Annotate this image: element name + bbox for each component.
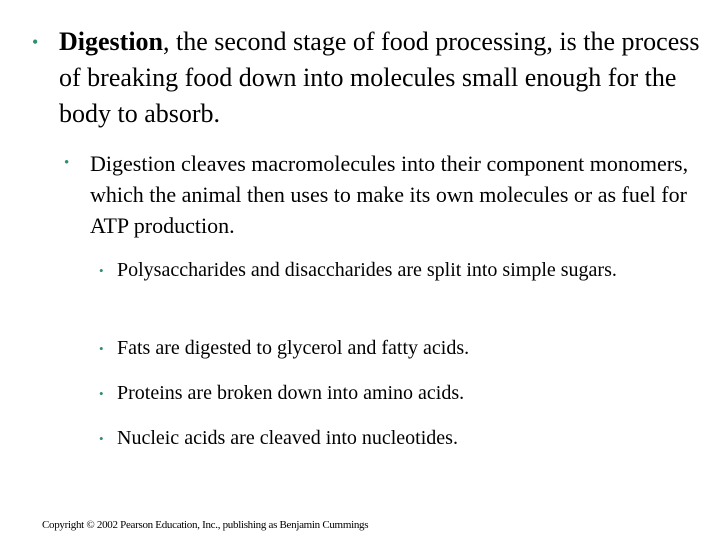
bullet-icon: • <box>32 32 39 52</box>
bullet-icon: • <box>99 263 104 278</box>
detail-bullet-nucleic-acids <box>99 424 707 453</box>
copyright-notice: Copyright © 2002 Pearson Education, Inc., publishing as Benjamin Cummings <box>42 519 369 531</box>
bullet-icon: • <box>99 386 104 401</box>
bullet-icon: • <box>64 155 70 171</box>
detail-text: Fats are digested to glycerol and fatty acids. <box>117 337 470 359</box>
main-point-text: , the second stage of food processing, is the process of breaking food down into molecules small enough for the body to absorb. <box>59 27 700 128</box>
detail-bullet-proteins <box>99 379 707 408</box>
sub-bullet-point <box>64 148 720 241</box>
detail-text: Polysaccharides and disaccharides are split into simple sugars. <box>117 259 617 281</box>
detail-text: Proteins are broken down into amino acids. <box>117 382 465 404</box>
main-bullet-point <box>32 24 719 132</box>
bullet-icon: • <box>99 431 104 446</box>
detail-text: Nucleic acids are cleaved into nucleotides. <box>117 427 458 449</box>
bullet-icon: • <box>99 341 104 356</box>
detail-bullet-polysaccharides <box>99 256 707 285</box>
key-term: Digestion <box>59 27 163 56</box>
detail-bullet-fats <box>99 334 707 363</box>
sub-point-text: Digestion cleaves macromolecules into their component monomers, which the animal then uses to make its own molecules or as fuel for ATP production. <box>90 151 689 238</box>
